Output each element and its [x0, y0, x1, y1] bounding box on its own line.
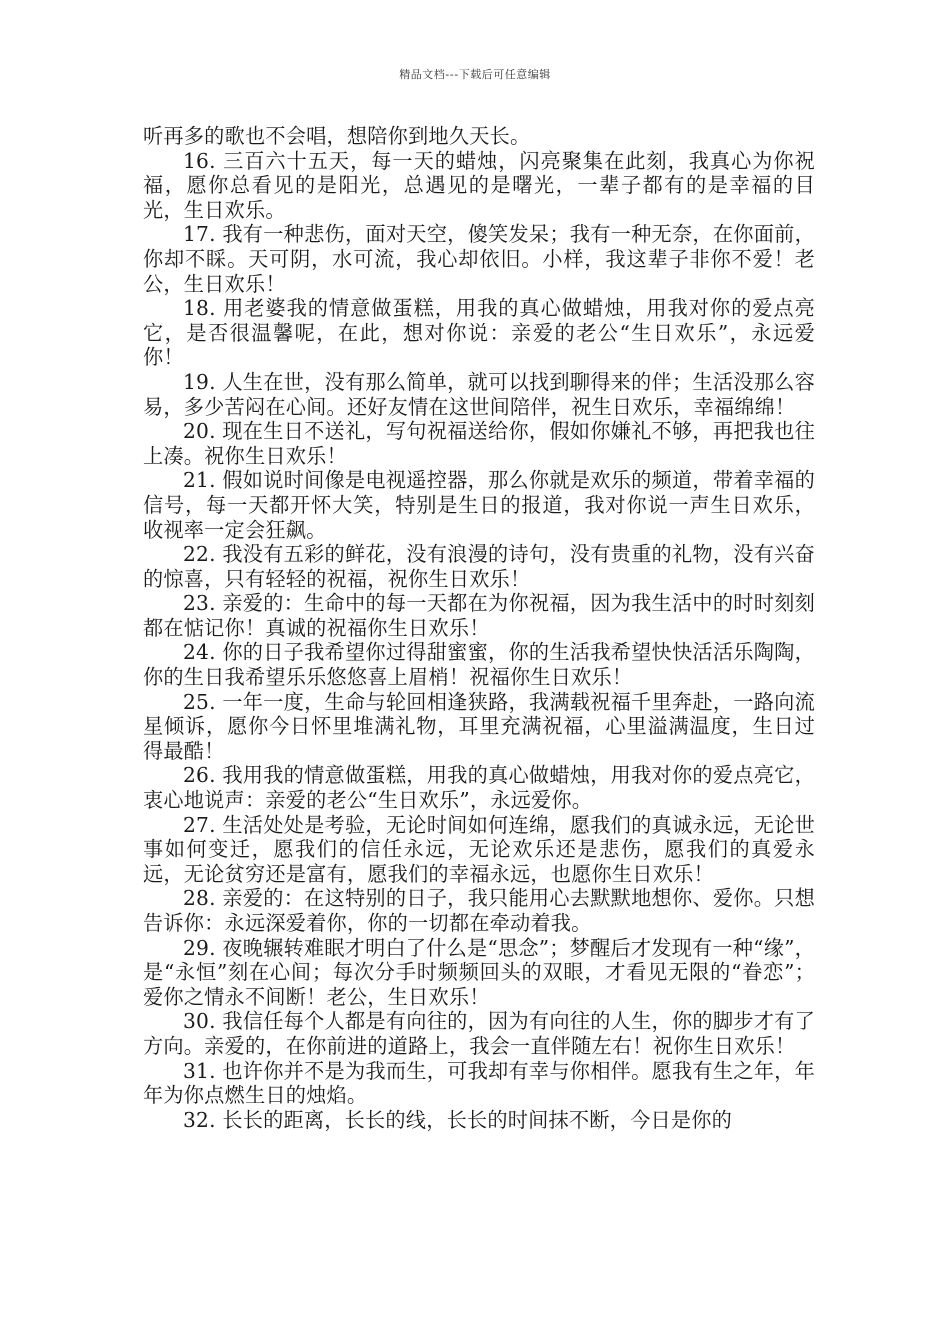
paragraph-23: 23. 亲爱的：生命中的每一天都在为你祝福，因为我生活中的时时刻刻都在惦记你！真诚的祝福你生日欢乐！ [143, 591, 815, 640]
paragraph-20: 20. 现在生日不送礼，写句祝福送给你，假如你嫌礼不够，再把我也往上凑。祝你生日欢乐！ [143, 419, 815, 468]
paragraph-32: 32. 长长的距离，长长的线，长长的时间抹不断，今日是你的 [183, 1107, 733, 1132]
paragraph-18: 18. 用老婆我的情意做蛋糕，用我的真心做蜡烛，用我对你的爱点亮它，是否很温馨呢，在此，想对你说：亲爱的老公“生日欢乐”，永远爱你！ [143, 296, 815, 370]
paragraph-22: 22. 我没有五彩的鲜花，没有浪漫的诗句，没有贵重的礼物，没有兴奋的惊喜，只有轻轻的祝福，祝你生日欢乐！ [143, 542, 815, 591]
paragraph-17: 17. 我有一种悲伤，面对天空，傻笑发呆；我有一种无奈，在你面前，你却不睬。天可阴，水可流，我心却依旧。小样，我这辈子非你不爱！老公，生日欢乐！ [143, 222, 815, 296]
paragraph-19: 19. 人生在世，没有那么简单，就可以找到聊得来的伴；生活没那么容易，多少苦闷在心间。还好友情在这世间陪伴，祝生日欢乐，幸福绵绵！ [143, 369, 815, 419]
paragraph-31: 31. 也许你并不是为我而生，可我却有幸与你相伴。愿我有生之年，年年为你点燃生日的烛焰。 [143, 1058, 815, 1108]
paragraph-25: 25. 一年一度，生命与轮回相逢狭路，我满载祝福千里奔赴，一路向流星倾诉，愿你今日怀里堆满礼物，耳里充满祝福，心里溢满温度，生日过得最酷！ [143, 689, 815, 763]
paragraph-24: 24. 你的日子我希望你过得甜蜜蜜，你的生活我希望快快活活乐陶陶，你的生日我希望乐乐悠悠喜上眉梢！祝福你生日欢乐！ [143, 640, 815, 690]
paragraph-30: 30. 我信任每个人都是有向往的，因为有向往的人生，你的脚步才有了方向。亲爱的，在你前进的道路上，我会一直伴随左右！祝你生日欢乐！ [143, 1009, 815, 1058]
paragraph-27: 27. 生活处处是考验，无论时间如何连绵，愿我们的真诚永远，无论世事如何变迁，愿我们的信任永远，无论欢乐还是悲伤，愿我们的真爱永远，无论贫穷还是富有，愿我们的幸福永远，也愿你生日欢乐！ [143, 812, 815, 886]
document-body [143, 124, 815, 1132]
paragraph-continuation: 听再多的歌也不会唱，想陪你到地久天长。 [143, 124, 531, 148]
paragraph-21: 21. 假如说时间像是电视遥控器，那么你就是欢乐的频道，带着幸福的信号，每一天都开怀大笑，特别是生日的报道，我对你说一声生日欢乐，收视率一定会狂飙。 [143, 468, 815, 542]
paragraph-29: 29. 夜晚辗转难眠才明白了什么是“思念”；梦醒后才发现有一种“缘”，是“永恒”刻在心间；每次分手时频频回头的双眼，才看见无限的“眷恋”；爱你之情永不间断！老公，生日欢乐！ [143, 935, 815, 1009]
paragraph-16: 16. 三百六十五天，每一天的蜡烛，闪亮聚集在此刻，我真心为你祝福，愿你总看见的是阳光，总遇见的是曙光，一辈子都有的是幸福的目光，生日欢乐。 [143, 148, 815, 222]
document-header: 精品文档---下载后可任意编辑 [399, 68, 551, 81]
paragraph-26: 26. 我用我的情意做蛋糕，用我的真心做蜡烛，用我对你的爱点亮它，衷心地说声：亲爱的老公“生日欢乐”，永远爱你。 [143, 763, 815, 813]
paragraph-28: 28. 亲爱的：在这特别的日子，我只能用心去默默地想你、爱你。只想告诉你：永远深爱着你，你的一切都在牵动着我。 [143, 886, 815, 935]
